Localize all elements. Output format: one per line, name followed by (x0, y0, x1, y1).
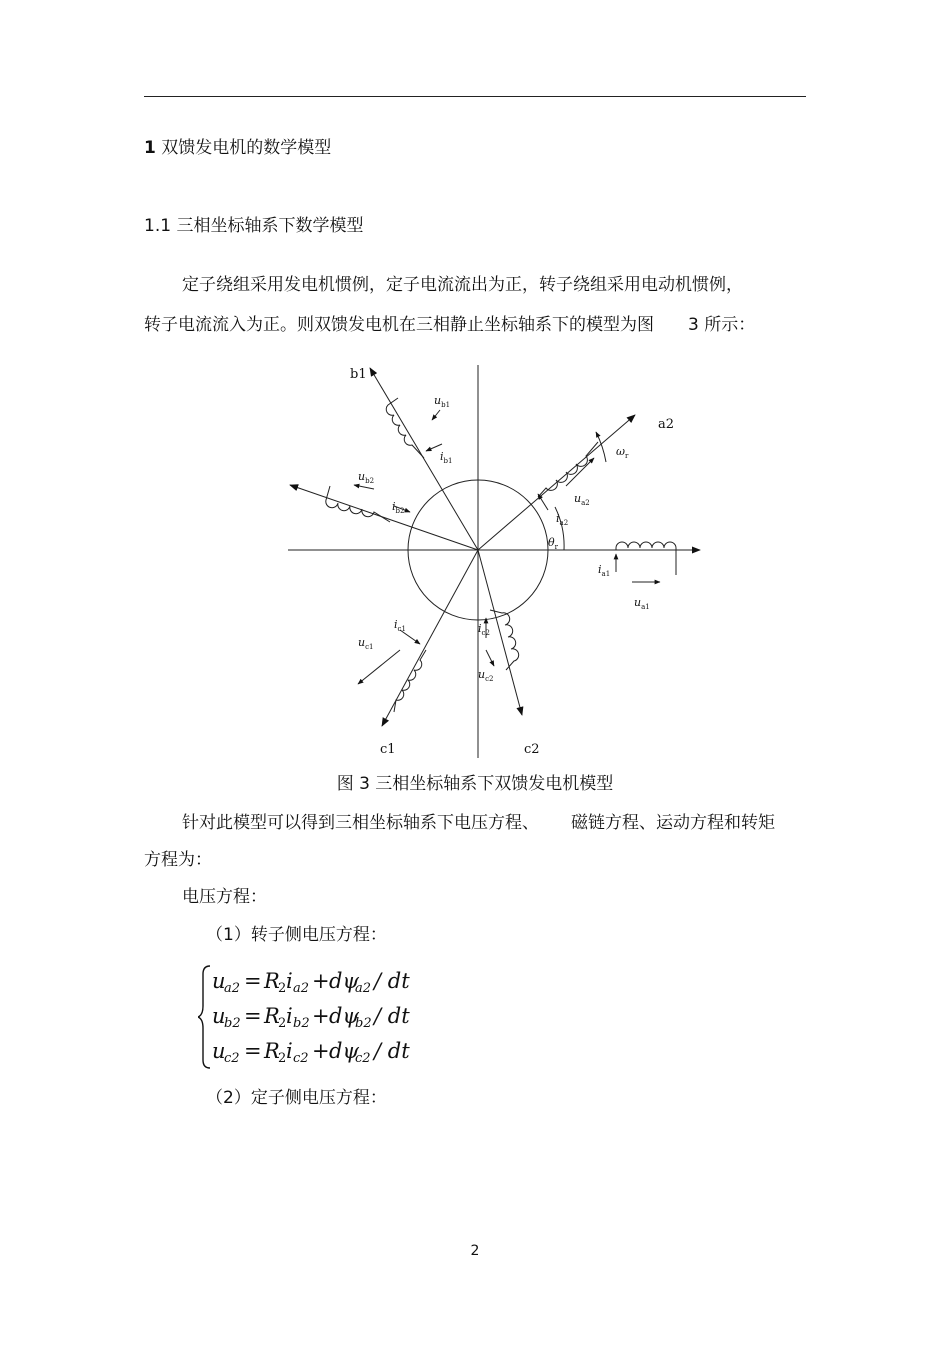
label-uc1: $u_{c1}$ (358, 636, 374, 651)
label-ua1: $u_{a1}$ (634, 596, 650, 611)
svg-text:dψ: dψ (329, 1039, 359, 1063)
rotor-voltage-equations (198, 960, 438, 1075)
paragraph-line (144, 314, 755, 336)
label-ib1: $i_{b1}$ (440, 450, 453, 465)
label-b1: b1 (350, 367, 367, 382)
page-number: 2 (470, 1243, 480, 1259)
label-ib2: $i_{b2}$ (392, 500, 405, 515)
svg-text:/ dt: / dt (374, 1039, 410, 1063)
winding-a2 (538, 442, 598, 497)
svg-text:=: = (244, 1039, 262, 1063)
svg-text:a2: a2 (293, 981, 310, 996)
label-ua2: $u_{a2}$ (574, 492, 590, 507)
figure-reference: 3 所示： (688, 315, 756, 335)
svg-text:u: u (212, 1004, 226, 1028)
arrow-uc1 (358, 650, 400, 684)
label-ia1: $i_{a1}$ (598, 563, 611, 578)
section-number: 1 (144, 138, 156, 158)
svg-text:dψ: dψ (329, 1004, 359, 1028)
equation-row (212, 1004, 410, 1031)
stator-equations-heading: （2）定子侧电压方程： (206, 1088, 387, 1108)
equation-row (212, 1039, 410, 1066)
subsection-heading: 1.1 三相坐标轴系下数学模型 (144, 216, 364, 236)
rotor-equations-heading: （1）转子侧电压方程： (206, 925, 387, 945)
svg-text:R: R (264, 1039, 280, 1063)
axis-b2 (290, 485, 478, 550)
paragraph-text: 磁链方程、运动方程和转矩 (571, 813, 775, 833)
paragraph-line: 定子绕组采用发电机惯例，定子电流流出为正，转子绕组采用电动机惯例， (182, 275, 743, 295)
arrow-uc2 (486, 650, 494, 666)
label-ic2: $i_{c2}$ (478, 622, 490, 637)
svg-text:+: + (312, 1039, 330, 1063)
svg-text:a2: a2 (355, 981, 372, 996)
paragraph-text: 转子电流流入为正。则双馈发电机在三相静止坐标轴系下的模型为图 (144, 315, 654, 335)
svg-text:2: 2 (278, 981, 287, 996)
svg-text:c2: c2 (293, 1051, 309, 1066)
svg-text:u: u (212, 1039, 226, 1063)
svg-text:a2: a2 (224, 981, 241, 996)
axis-a2 (478, 415, 635, 550)
axis-b1 (370, 368, 478, 550)
label-ub1: $u_{b1}$ (434, 394, 451, 409)
svg-text:b2: b2 (355, 1016, 372, 1031)
label-ub2: $u_{b2}$ (358, 470, 375, 485)
figure-caption: 图 3 三相坐标轴系下双馈发电机模型 (336, 774, 614, 794)
svg-text:/ dt: / dt (374, 1004, 410, 1028)
paragraph-line: 方程为： (144, 850, 212, 870)
left-brace (198, 966, 210, 1068)
svg-text:R: R (264, 1004, 280, 1028)
label-ia2: $i_{a2}$ (556, 512, 569, 527)
label-a2: a2 (658, 417, 675, 432)
svg-text:u: u (212, 969, 226, 993)
svg-text:R: R (264, 969, 280, 993)
paragraph-line (182, 812, 775, 834)
svg-text:b2: b2 (224, 1016, 241, 1031)
svg-text:c2: c2 (355, 1051, 371, 1066)
svg-text:2: 2 (278, 1016, 287, 1031)
arrow-ub1 (432, 410, 440, 420)
label-c1: c1 (380, 742, 396, 757)
svg-text:b2: b2 (293, 1016, 310, 1031)
paragraph-text: 针对此模型可以得到三相坐标轴系下电压方程、 (182, 813, 539, 833)
section-heading (144, 137, 331, 159)
label-c2: c2 (524, 742, 540, 757)
svg-text:=: = (244, 969, 262, 993)
winding-c1 (394, 650, 426, 712)
svg-text:i: i (286, 1004, 293, 1028)
header-rule (144, 96, 806, 97)
winding-a1 (616, 542, 676, 575)
svg-text:2: 2 (278, 1051, 287, 1066)
winding-c2 (490, 610, 519, 670)
svg-text:i: i (286, 969, 293, 993)
label-ic1: $i_{c1}$ (394, 618, 406, 633)
svg-text:/ dt: / dt (374, 969, 410, 993)
svg-text:c2: c2 (224, 1051, 240, 1066)
dfig-model-diagram (280, 360, 710, 760)
label-uc2: $u_{c2}$ (478, 668, 494, 683)
label-omega: $\omega_r$ (616, 445, 629, 460)
label-theta: $\theta_r$ (548, 536, 558, 551)
svg-text:+: + (312, 1004, 330, 1028)
svg-text:dψ: dψ (329, 969, 359, 993)
arrow-ub2 (354, 485, 374, 489)
svg-text:+: + (312, 969, 330, 993)
arrow-ia2 (538, 494, 548, 510)
svg-text:i: i (286, 1039, 293, 1063)
section-title: 双馈发电机的数学模型 (161, 138, 332, 158)
svg-text:=: = (244, 1004, 262, 1028)
voltage-equations-heading: 电压方程： (182, 887, 267, 907)
equation-row (212, 969, 410, 996)
